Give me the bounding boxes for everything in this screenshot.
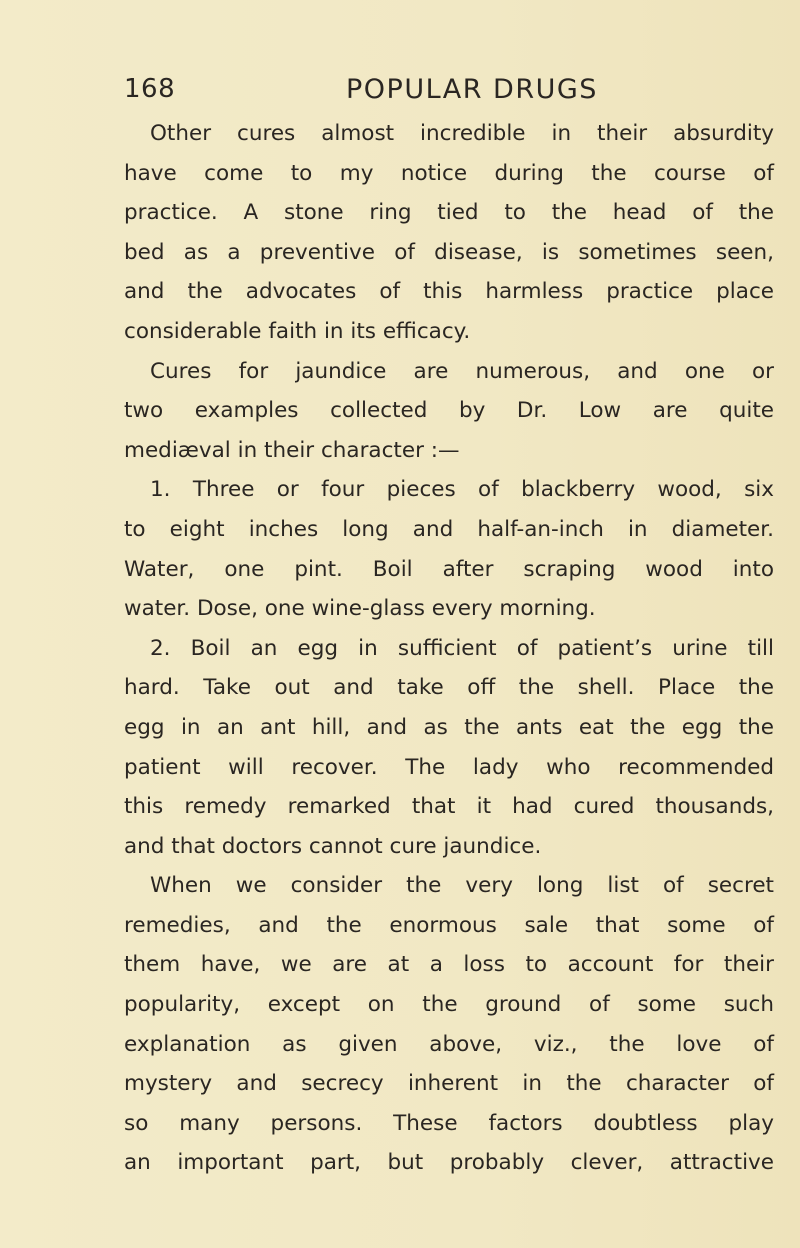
paragraph-line: mystery and secrecy inherent in the character of: [124, 1071, 774, 1097]
paragraph-line: explanation as given above, viz., the love of: [124, 1031, 774, 1057]
paragraph-line: Cures for jaundice are numerous, and one or: [150, 358, 774, 384]
body-text: [124, 114, 774, 1183]
paragraph-line: considerable faith in its efficacy.: [124, 318, 471, 344]
paragraph-line: popularity, except on the ground of some such: [124, 992, 774, 1018]
paragraph-line: and the advocates of this harmless practice place: [124, 279, 774, 305]
running-head: POPULAR DRUGS: [346, 74, 598, 105]
list-item-line: Water, one pint. Boil after scraping wood into: [124, 556, 774, 582]
paragraph-line: bed as a preventive of disease, is sometimes seen,: [124, 239, 774, 265]
list-item-line: to eight inches long and half-an-inch in diameter.: [124, 516, 774, 542]
list-item-line: patient will recover. The lady who recommended: [124, 754, 774, 780]
paragraph-line: two examples collected by Dr. Low are quite: [124, 398, 774, 424]
list-item-line: this remedy remarked that it had cured thousands,: [124, 794, 774, 820]
paragraph-line: an important part, but probably clever, attractive: [124, 1150, 774, 1176]
paragraph-line: so many persons. These factors doubtless play: [124, 1110, 774, 1136]
page-number: 168: [124, 74, 176, 104]
paragraph-line: them have, we are at a loss to account for their: [124, 952, 774, 978]
list-item-line: water. Dose, one wine-glass every morning.: [124, 596, 596, 622]
paragraph-line: Other cures almost incredible in their absurdity: [150, 121, 774, 146]
list-item-line: hard. Take out and take off the shell. Place the: [124, 675, 774, 701]
list-item-line: 2. Boil an egg in sufficient of patient’s urine till: [150, 635, 774, 661]
list-item-line: 1. Three or four pieces of blackberry wood, six: [150, 477, 774, 503]
paragraph-line: remedies, and the enormous sale that some of: [124, 912, 774, 938]
paragraph-line: When we consider the very long list of secret: [150, 873, 774, 899]
paragraph-line: practice. A stone ring tied to the head of the: [124, 200, 774, 226]
paragraph-line: mediæval in their character :—: [124, 437, 460, 463]
paragraph-line: have come to my notice during the course of: [124, 160, 774, 186]
list-item-line: and that doctors cannot cure jaundice.: [124, 833, 542, 859]
page-header: [124, 74, 644, 114]
list-item-line: egg in an ant hill, and as the ants eat the egg the: [124, 714, 774, 740]
